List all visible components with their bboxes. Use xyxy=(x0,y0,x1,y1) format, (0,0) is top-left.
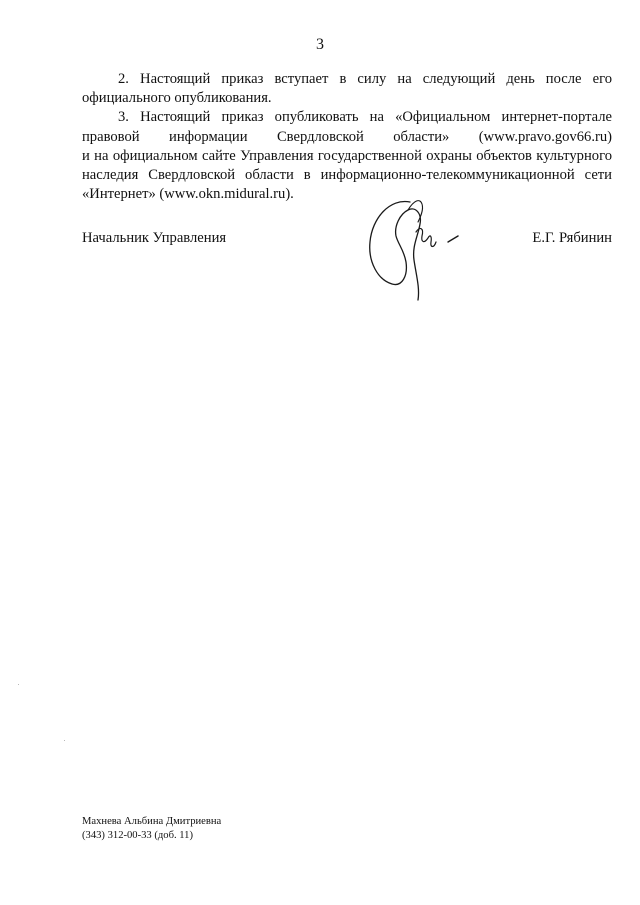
signatory-position: Начальник Управления xyxy=(82,230,227,246)
contact-name: Махнева Альбина Дмитриевна xyxy=(82,816,222,827)
paragraph-line: 3. Настоящий приказ опубликовать на «Официальном интернет-портале xyxy=(118,109,612,126)
paragraph-effective-date xyxy=(82,70,612,108)
handwritten-signature xyxy=(360,192,472,304)
document-body xyxy=(82,70,612,204)
paragraph-line: правовой информации Свердловской области» (www.pravo.gov66.ru) xyxy=(82,128,612,145)
contact-phone: (343) 312-00-33 (доб. 11) xyxy=(82,829,194,841)
scan-speck xyxy=(18,684,19,685)
page-number: 3 xyxy=(316,36,324,53)
paragraph-publication xyxy=(82,108,612,204)
paragraph-line: и на официальном сайте Управления государственной охраны объектов культурного наследия Свердловской области в информационно-телекоммуникационной сети «Интернет» (www.okn.midural.ru). xyxy=(82,147,612,203)
contact-info xyxy=(82,815,221,842)
signatory-name: Е.Г. Рябинин xyxy=(532,230,612,246)
scan-speck xyxy=(64,740,65,741)
paragraph-line: 2. Настоящий приказ вступает в силу на следующий день после его xyxy=(118,71,612,87)
paragraph-line: официального опубликования. xyxy=(82,90,272,107)
